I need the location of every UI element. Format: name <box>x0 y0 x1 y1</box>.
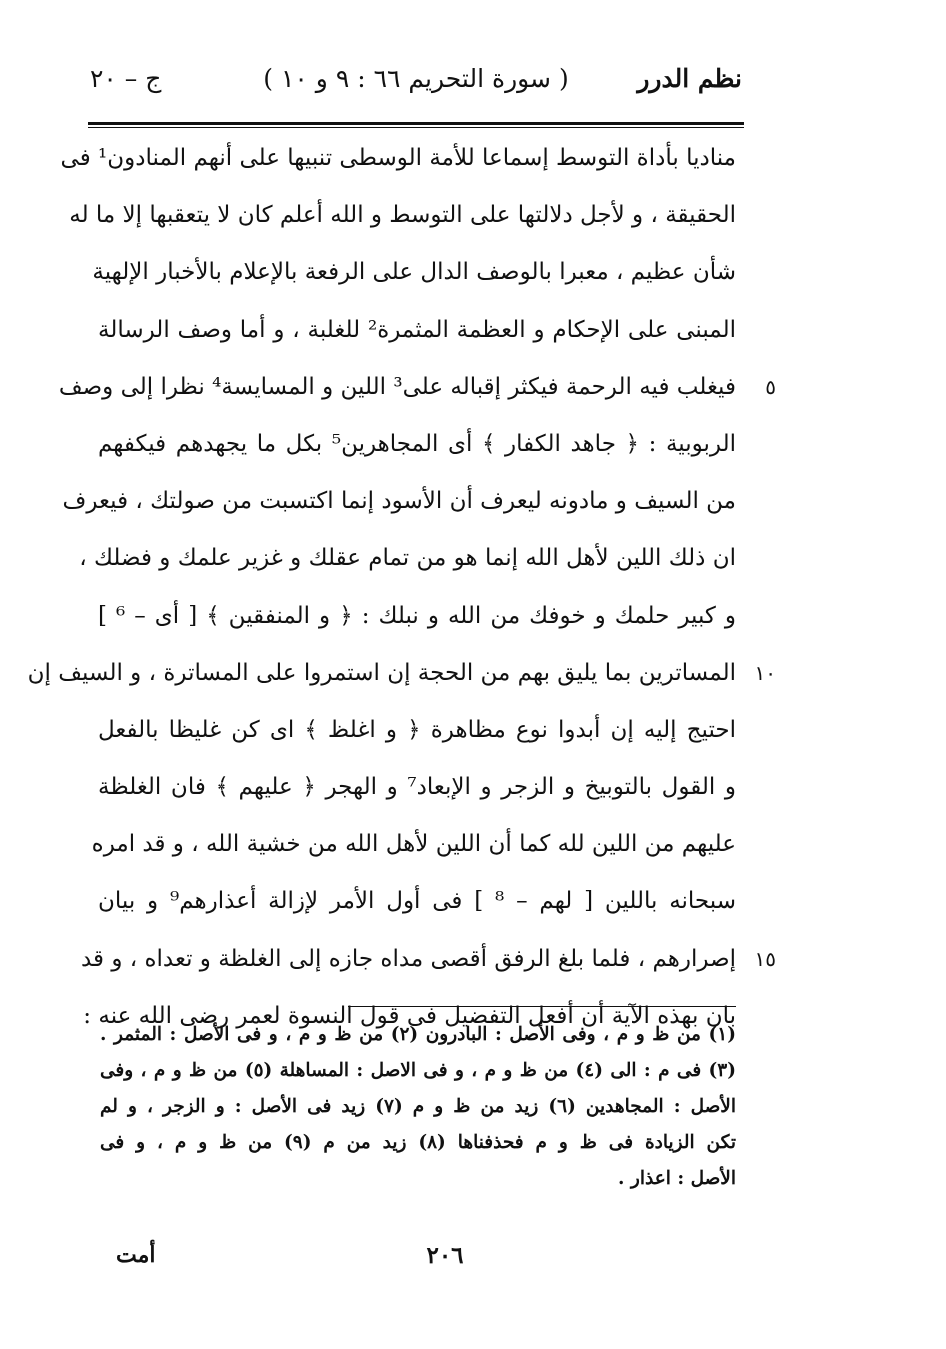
text-line <box>27 645 776 702</box>
footnote-line: (١) من ظ و م ، وفى الأصل : البادرون (٢) من ظ و م ، و فى الأصل : المثمر . <box>100 1024 736 1045</box>
page-number: ٢٠٦ <box>426 1242 464 1269</box>
line-text: سبحانه باللين [ لهم – ⁸ ] فى أول الأمر لإزالة أعذارهم⁹ و بيان <box>98 888 736 915</box>
text-line <box>98 759 736 816</box>
text-line <box>98 416 736 473</box>
line-text: الربوبية : ﴿ جاهد الكفار ﴾ أى المجاهرين⁵ بكل ما يجهدهم فيكفهم <box>98 430 737 457</box>
line-number: ٥ <box>765 374 776 399</box>
text-line <box>98 302 736 359</box>
footnote-line: الأصل : اعذار . <box>618 1168 736 1189</box>
text-line <box>58 359 776 416</box>
text-line <box>98 873 736 930</box>
line-text: المبنى على الإحكام و العظمة المثمرة² للغلبة ، و أما وصف الرسالة <box>98 316 736 343</box>
signature-mark: أمت <box>116 1242 156 1268</box>
text-line <box>79 530 736 587</box>
text-line <box>69 187 736 244</box>
footnote-line: الأصل : المجاهدين (٦) زيد من ظ و م (٧) زيد فى الأصل : و الزجر ، و لم <box>100 1096 737 1117</box>
footnote-rule <box>348 1006 736 1007</box>
surah-reference: ( سورة التحريم ٦٦ : ٩ و ١٠ ) <box>263 64 569 93</box>
main-text <box>27 130 776 1045</box>
text-line <box>91 816 736 873</box>
volume-number: ج – ٢٠ <box>90 64 162 93</box>
line-text: المساترين بما يليق بهم من الحجة إن استمروا على المساترة ، و السيف إن <box>27 659 736 686</box>
line-text: احتيج إليه إن أبدوا نوع مظاهرة ﴿ و اغلظ ﴾ اى كن غليظا بالفعل <box>98 716 736 743</box>
footnote-line: (٣) فى م : الى (٤) من ظ و م ، و فى الاصل : المساهلة (٥) من ظ و م ، وفى <box>100 1060 736 1081</box>
text-line <box>98 702 736 759</box>
line-text: فيغلب فيه الرحمة فيكثر إقباله على³ اللين و المسايسة⁴ نظرا إلى وصف <box>58 373 736 400</box>
line-text: شأن عظيم ، معبرا بالوصف الدال على الرفعة بالإعلام بالأخبار الإلهية <box>92 259 736 286</box>
line-text: مناديا بأداة التوسط إسماعا للأمة الوسطى تنبيها على أنهم المنادون¹ فى <box>60 145 736 171</box>
line-text: ان ذلك اللين لأهل الله إنما هو من تمام عقلك و غزير علمك و فضلك ، <box>79 545 736 572</box>
text-line <box>80 931 776 988</box>
footnote-line: تكن الزيادة فى ظ و م فحذفناها (٨) زيد من م (٩) من ظ و م ، و فى <box>100 1132 736 1153</box>
line-text: من السيف و مادونه ليعرف أن الأسود إنما اكتسبت من صولتك ، فيعرف <box>62 488 736 515</box>
line-text: الحقيقة ، و لأجل دلالتها على التوسط و الله أعلم كان لا يتعقبها إلا ما له <box>69 202 736 229</box>
line-text: إصرارهم ، فلما بلغ الرفق أقصى مداه جازه إلى الغلظة و تعداه ، و قد <box>80 945 736 972</box>
header-rule-thin <box>88 127 744 128</box>
footnotes <box>100 1017 736 1197</box>
header-rule <box>88 122 744 125</box>
text-line <box>60 130 736 187</box>
text-line <box>92 244 736 301</box>
line-text: بان بهذه الآية أن أفعل التفضيل فى قول النسوة لعمر رضى الله عنه : <box>83 1002 736 1029</box>
text-line <box>98 588 736 645</box>
line-text: و كبير حلمك و خوفك من الله و نبلك : ﴿ و المنفقين ﴾ [ أى – ⁶ ] <box>98 602 736 629</box>
book-title-wrap <box>637 64 742 93</box>
line-text: عليهم من اللين لله كما أن اللين لأهل الله من خشية الله ، و قد امره <box>91 831 736 858</box>
line-text: و القول بالتوبيخ و الزجر و الإبعاد⁷ و الهجر ﴿ عليهم ﴾ فان الغلظة <box>98 774 736 801</box>
line-number: ١٠ <box>754 660 776 685</box>
text-line <box>62 473 736 530</box>
line-number: ١٥ <box>754 946 776 971</box>
book-title: نظم الدرر <box>637 64 742 93</box>
